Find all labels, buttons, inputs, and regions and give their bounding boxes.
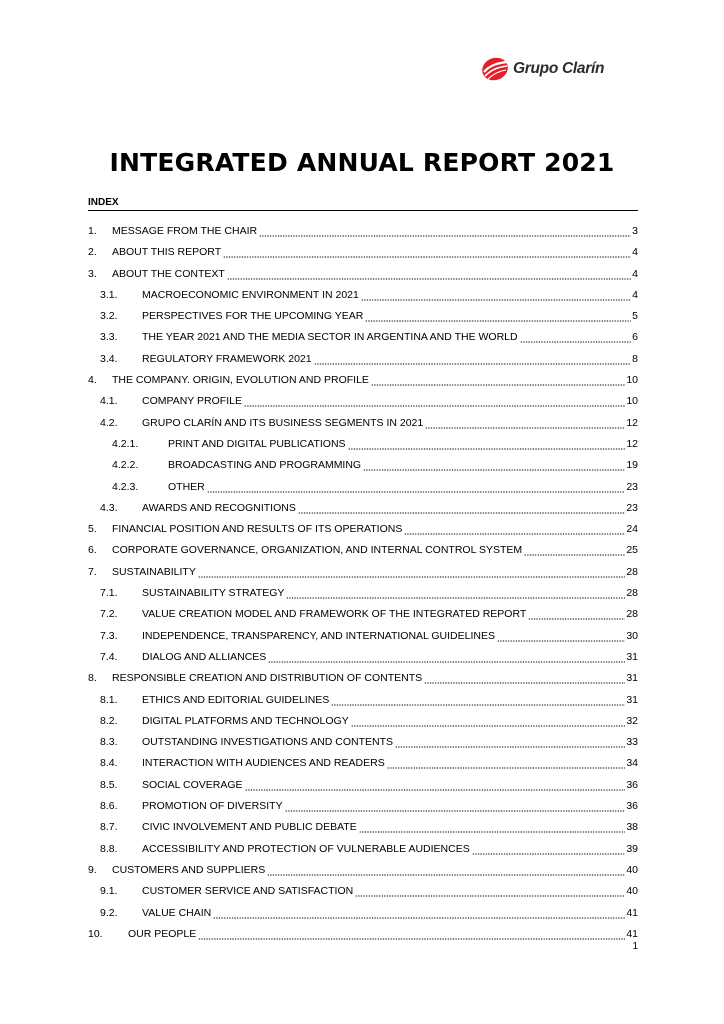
toc-entry-number: 9.1. [100, 885, 118, 898]
toc-entry-page: 4 [632, 288, 638, 301]
toc-entry-number: 4. [88, 374, 97, 387]
toc-entry-number: 8.1. [100, 693, 118, 706]
brand-swoosh-icon [481, 56, 509, 82]
toc-dot-leader [223, 245, 631, 259]
toc-entry[interactable] [88, 629, 638, 650]
toc-entry-number: 7.3. [100, 629, 118, 642]
toc-entry-title: CORPORATE GOVERNANCE, ORGANIZATION, AND INTERNAL CONTROL SYSTEM [112, 544, 523, 557]
toc-dot-leader [351, 714, 626, 728]
toc-entry-title: CUSTOMERS AND SUPPLIERS [112, 863, 266, 876]
toc-dot-leader [361, 288, 631, 302]
toc-entry-page: 36 [626, 778, 638, 791]
toc-entry-title: AWARDS AND RECOGNITIONS [142, 501, 296, 514]
toc-dot-leader [528, 607, 625, 621]
toc-dot-leader [472, 842, 626, 856]
toc-entry-title: DIGITAL PLATFORMS AND TECHNOLOGY [142, 714, 349, 727]
toc-dot-leader [213, 906, 625, 920]
toc-entry-title: CUSTOMER SERVICE AND SATISFACTION [142, 885, 354, 898]
toc-entry-number: 3. [88, 267, 97, 280]
toc-dot-leader [355, 884, 625, 898]
toc-entry[interactable] [88, 756, 638, 777]
toc-entry[interactable] [88, 671, 638, 692]
toc-entry-title: REGULATORY FRAMEWORK 2021 [142, 352, 312, 365]
toc-entry-title: SUSTAINABILITY STRATEGY [142, 587, 285, 600]
toc-entry-number: 8.8. [100, 842, 118, 855]
toc-entry-page: 23 [626, 501, 638, 514]
logo-text: Grupo Clarín [513, 60, 605, 77]
toc-entry[interactable] [88, 565, 638, 586]
toc-entry[interactable] [88, 778, 638, 799]
toc-entry-page: 28 [626, 608, 638, 621]
toc-entry-page: 12 [626, 437, 638, 450]
toc-entry-page: 23 [626, 480, 638, 493]
toc-entry[interactable] [88, 330, 638, 351]
toc-entry[interactable] [88, 714, 638, 735]
toc-entry-page: 32 [626, 714, 638, 727]
toc-dot-leader [285, 799, 626, 813]
toc-entry-title: MACROECONOMIC ENVIRONMENT IN 2021 [142, 288, 359, 301]
toc-entry-title: OTHER [168, 480, 205, 493]
toc-entry-number: 6. [88, 544, 97, 557]
toc-entry[interactable] [88, 288, 638, 309]
toc-entry-page: 40 [626, 885, 638, 898]
toc-entry-page: 33 [626, 736, 638, 749]
toc-entry[interactable] [88, 224, 638, 245]
toc-entry[interactable] [88, 842, 638, 863]
toc-entry-page: 31 [626, 693, 638, 706]
toc-entry-page: 38 [626, 821, 638, 834]
toc-entry[interactable] [88, 245, 638, 266]
toc-entry-title: ABOUT THE CONTEXT [112, 267, 225, 280]
toc-dot-leader [267, 863, 625, 877]
toc-dot-leader [524, 543, 625, 557]
toc-entry[interactable] [88, 735, 638, 756]
toc-entry-number: 8.3. [100, 736, 118, 749]
toc-entry-page: 28 [626, 587, 638, 600]
toc-dot-leader [207, 480, 626, 494]
toc-entry-page: 10 [626, 395, 638, 408]
toc-entry[interactable] [88, 394, 638, 415]
toc-entry-title: PROMOTION OF DIVERSITY [142, 800, 283, 813]
toc-entry-title: ETHICS AND EDITORIAL GUIDELINES [142, 693, 330, 706]
toc-entry-number: 9. [88, 863, 97, 876]
toc-dot-leader [425, 416, 625, 430]
toc-entry-title: BROADCASTING AND PROGRAMMING [168, 459, 362, 472]
toc-dot-leader [404, 522, 625, 536]
toc-entry-number: 2. [88, 246, 97, 259]
toc-entry-title: MESSAGE FROM THE CHAIR [112, 225, 258, 237]
toc-entry-title: THE COMPANY. ORIGIN, EVOLUTION AND PROFILE [112, 374, 369, 387]
toc-entry[interactable] [88, 458, 638, 479]
toc-entry-title: VALUE CHAIN [142, 906, 212, 919]
toc-entry-page: 4 [632, 267, 638, 280]
toc-entry-title: DIALOG AND ALLIANCES [142, 650, 267, 663]
toc-entry-page: 19 [626, 459, 638, 472]
toc-dot-leader [198, 927, 625, 941]
toc-dot-leader [286, 586, 625, 600]
toc-entry[interactable] [88, 501, 638, 522]
toc-entry-title: OUR PEOPLE [128, 927, 197, 940]
page-number: 1 [632, 941, 638, 952]
toc-entry[interactable] [88, 309, 638, 330]
toc-dot-leader [245, 778, 626, 792]
toc-entry-number: 4.2.1. [112, 437, 139, 450]
toc-entry-title: PRINT AND DIGITAL PUBLICATIONS [168, 437, 346, 450]
toc-entry[interactable] [88, 863, 638, 884]
toc-entry-title: SOCIAL COVERAGE [142, 778, 243, 791]
toc-entry-page: 39 [626, 842, 638, 855]
toc-entry-page: 5 [632, 310, 638, 323]
toc-entry-page: 41 [626, 906, 638, 919]
toc-entry-number: 8.5. [100, 778, 118, 791]
toc-entry-title: RESPONSIBLE CREATION AND DISTRIBUTION OF CONTENTS [112, 672, 423, 685]
toc-entry-page: 8 [632, 352, 638, 365]
toc-entry[interactable] [88, 884, 638, 905]
toc-entry[interactable] [88, 416, 638, 437]
toc-entry[interactable] [88, 543, 638, 564]
toc-entry-page: 3 [632, 225, 638, 237]
toc-entry-title: OUTSTANDING INVESTIGATIONS AND CONTENTS [142, 736, 394, 749]
toc-entry-page: 10 [626, 374, 638, 387]
toc-entry-page: 30 [626, 629, 638, 642]
toc-entry-page: 40 [626, 863, 638, 876]
company-logo [481, 56, 604, 82]
toc-entry[interactable] [88, 927, 638, 948]
toc-entry-number: 4.3. [100, 501, 118, 514]
toc-entry-number: 4.2.3. [112, 480, 139, 493]
toc-entry-page: 34 [626, 757, 638, 770]
toc-dot-leader [387, 756, 626, 770]
toc-entry-number: 3.3. [100, 331, 118, 344]
table-of-contents [88, 224, 638, 948]
toc-entry[interactable] [88, 799, 638, 820]
toc-entry-number: 3.2. [100, 310, 118, 323]
toc-entry[interactable] [88, 352, 638, 373]
toc-dot-leader [395, 735, 625, 749]
toc-dot-leader [359, 820, 626, 834]
toc-entry-title: SUSTAINABILITY [112, 565, 196, 578]
toc-entry-number: 5. [88, 523, 97, 536]
toc-entry-title: VALUE CREATION MODEL AND FRAMEWORK OF THE INTEGRATED REPORT [142, 608, 527, 621]
toc-entry-page: 36 [626, 800, 638, 813]
toc-entry-number: 4.1. [100, 395, 118, 408]
toc-entry-number: 8.2. [100, 714, 118, 727]
index-heading: INDEX [88, 197, 638, 211]
toc-entry-title: ABOUT THIS REPORT [112, 246, 222, 259]
toc-entry-page: 41 [626, 927, 638, 940]
toc-entry[interactable] [88, 480, 638, 501]
toc-dot-leader [244, 394, 625, 408]
toc-entry-number: 10. [88, 927, 103, 940]
toc-dot-leader [520, 330, 632, 344]
toc-entry-number: 8. [88, 672, 97, 685]
toc-entry-page: 25 [626, 544, 638, 557]
toc-entry-title: FINANCIAL POSITION AND RESULTS OF ITS OPERATIONS [112, 523, 403, 536]
toc-dot-leader [424, 671, 625, 685]
toc-entry-title: PERSPECTIVES FOR THE UPCOMING YEAR [142, 310, 364, 323]
toc-entry-number: 8.6. [100, 800, 118, 813]
toc-dot-leader [371, 373, 625, 387]
toc-entry-title: THE YEAR 2021 AND THE MEDIA SECTOR IN ARGENTINA AND THE WORLD [142, 331, 518, 344]
toc-dot-leader [227, 267, 631, 281]
toc-entry-page: 12 [626, 416, 638, 429]
toc-entry[interactable] [88, 607, 638, 628]
toc-dot-leader [331, 693, 625, 707]
toc-dot-leader [348, 437, 626, 451]
toc-entry-title: INTERACTION WITH AUDIENCES AND READERS [142, 757, 385, 770]
toc-entry[interactable] [88, 693, 638, 714]
toc-entry-number: 8.4. [100, 757, 118, 770]
toc-entry-page: 24 [626, 523, 638, 536]
toc-dot-leader [198, 565, 625, 579]
toc-entry-page: 31 [626, 650, 638, 663]
toc-entry-number: 8.7. [100, 821, 118, 834]
toc-entry-page: 4 [632, 246, 638, 259]
toc-dot-leader [365, 309, 631, 323]
toc-entry[interactable] [88, 650, 638, 671]
toc-entry-number: 3.1. [100, 288, 118, 301]
toc-entry-number: 4.2. [100, 416, 118, 429]
toc-entry-number: 9.2. [100, 906, 118, 919]
toc-dot-leader [314, 352, 632, 366]
toc-entry-page: 28 [626, 565, 638, 578]
toc-dot-leader [259, 224, 631, 238]
toc-entry-number: 3.4. [100, 352, 118, 365]
toc-entry[interactable] [88, 373, 638, 394]
toc-entry-title: COMPANY PROFILE [142, 395, 242, 408]
toc-entry-title: CIVIC INVOLVEMENT AND PUBLIC DEBATE [142, 821, 357, 834]
toc-entry-number: 4.2.2. [112, 459, 139, 472]
toc-entry-page: 31 [626, 672, 638, 685]
toc-entry-number: 1. [88, 225, 97, 237]
toc-entry-number: 7.2. [100, 608, 118, 621]
toc-entry-title: INDEPENDENCE, TRANSPARENCY, AND INTERNATIONAL GUIDELINES [142, 629, 495, 642]
toc-entry[interactable] [88, 586, 638, 607]
toc-entry-title: ACCESSIBILITY AND PROTECTION OF VULNERABLE AUDIENCES [142, 842, 470, 855]
document-title: INTEGRATED ANNUAL REPORT 2021 [109, 148, 615, 177]
toc-entry[interactable] [88, 906, 638, 927]
toc-dot-leader [363, 458, 625, 472]
toc-entry[interactable] [88, 437, 638, 458]
toc-entry-number: 7.4. [100, 650, 118, 663]
toc-dot-leader [497, 629, 625, 643]
toc-entry-number: 7.1. [100, 587, 118, 600]
toc-entry-page: 6 [632, 331, 638, 344]
toc-dot-leader [268, 650, 625, 664]
toc-entry-title: GRUPO CLARÍN AND ITS BUSINESS SEGMENTS IN 2021 [142, 416, 424, 429]
toc-entry[interactable] [88, 522, 638, 543]
toc-entry[interactable] [88, 820, 638, 841]
toc-entry[interactable] [88, 267, 638, 288]
toc-entry-number: 7. [88, 565, 97, 578]
toc-dot-leader [298, 501, 625, 515]
